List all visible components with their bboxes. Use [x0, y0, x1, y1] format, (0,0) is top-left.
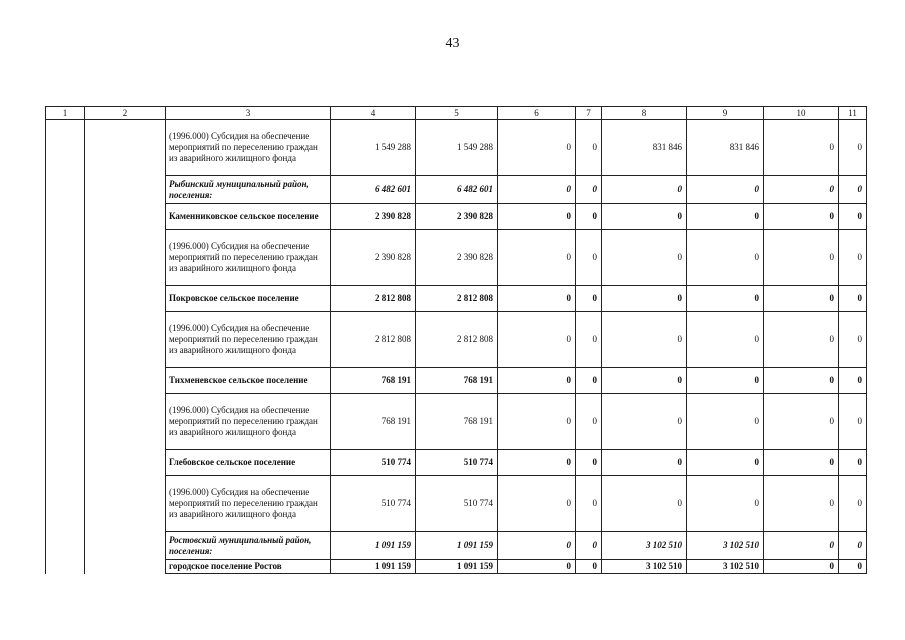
value-col-11: 0: [839, 368, 867, 394]
value-col-5: 510 774: [416, 450, 498, 476]
table-row: [46, 312, 867, 368]
value-col-8: 0: [602, 230, 687, 286]
value-col-10: 0: [764, 476, 839, 532]
value-col-11: 0: [839, 120, 867, 176]
value-col-5: 768 191: [416, 368, 498, 394]
cell-col-1: [46, 368, 85, 394]
value-col-9: 0: [687, 286, 764, 312]
table-row: [46, 476, 867, 532]
value-col-7: 0: [576, 394, 602, 450]
value-col-10: 0: [764, 368, 839, 394]
value-col-5: 2 812 808: [416, 312, 498, 368]
table-row: [46, 230, 867, 286]
value-col-5: 1 091 159: [416, 532, 498, 560]
value-col-11: 0: [839, 476, 867, 532]
row-name: (1996.000) Субсидия на обеспечение мероприятий по переселению граждан из аварийного жилищного фонда: [166, 120, 331, 176]
value-col-8: 0: [602, 394, 687, 450]
value-col-11: 0: [839, 230, 867, 286]
value-col-4: 1 091 159: [331, 560, 416, 574]
value-col-5: 1 549 288: [416, 120, 498, 176]
cell-col-1: [46, 394, 85, 450]
value-col-7: 0: [576, 450, 602, 476]
value-col-6: 0: [498, 286, 576, 312]
value-col-9: 0: [687, 368, 764, 394]
column-number-4: 4: [331, 107, 416, 120]
cell-col-1: [46, 450, 85, 476]
table-row: [46, 532, 867, 560]
column-number-7: 7: [576, 107, 602, 120]
value-col-8: 0: [602, 476, 687, 532]
value-col-9: 3 102 510: [687, 560, 764, 574]
value-col-11: 0: [839, 450, 867, 476]
row-name: Каменниковское сельское поселение: [166, 204, 331, 230]
value-col-11: 0: [839, 286, 867, 312]
column-number-1: 1: [46, 107, 85, 120]
value-col-9: 3 102 510: [687, 532, 764, 560]
value-col-8: 0: [602, 286, 687, 312]
value-col-6: 0: [498, 532, 576, 560]
value-col-7: 0: [576, 230, 602, 286]
value-col-6: 0: [498, 204, 576, 230]
value-col-8: 0: [602, 368, 687, 394]
value-col-11: 0: [839, 312, 867, 368]
value-col-4: 2 812 808: [331, 312, 416, 368]
table-row: [46, 204, 867, 230]
value-col-9: 0: [687, 230, 764, 286]
cell-col-2: [85, 560, 166, 574]
value-col-6: 0: [498, 394, 576, 450]
value-col-5: 2 812 808: [416, 286, 498, 312]
value-col-6: 0: [498, 368, 576, 394]
cell-col-1: [46, 230, 85, 286]
row-name: (1996.000) Субсидия на обеспечение мероприятий по переселению граждан из аварийного жилищного фонда: [166, 312, 331, 368]
row-name: Тихменевское сельское поселение: [166, 368, 331, 394]
cell-col-2: [85, 450, 166, 476]
value-col-9: 0: [687, 476, 764, 532]
value-col-7: 0: [576, 120, 602, 176]
value-col-4: 768 191: [331, 394, 416, 450]
value-col-11: 0: [839, 560, 867, 574]
column-number-6: 6: [498, 107, 576, 120]
value-col-10: 0: [764, 450, 839, 476]
value-col-7: 0: [576, 286, 602, 312]
cell-col-1: [46, 532, 85, 560]
row-name: (1996.000) Субсидия на обеспечение мероприятий по переселению граждан из аварийного жилищного фонда: [166, 394, 331, 450]
cell-col-2: [85, 176, 166, 204]
cell-col-2: [85, 532, 166, 560]
cell-col-2: [85, 204, 166, 230]
cell-col-2: [85, 286, 166, 312]
value-col-9: 0: [687, 204, 764, 230]
table-row: [46, 120, 867, 176]
table-row: [46, 560, 867, 574]
cell-col-2: [85, 368, 166, 394]
row-name: (1996.000) Субсидия на обеспечение мероприятий по переселению граждан из аварийного жилищного фонда: [166, 230, 331, 286]
value-col-8: 0: [602, 450, 687, 476]
value-col-8: 3 102 510: [602, 532, 687, 560]
cell-col-1: [46, 120, 85, 176]
page-number: 43: [445, 36, 460, 51]
value-col-6: 0: [498, 450, 576, 476]
value-col-7: 0: [576, 476, 602, 532]
value-col-8: 831 846: [602, 120, 687, 176]
value-col-5: 510 774: [416, 476, 498, 532]
value-col-4: 1 091 159: [331, 532, 416, 560]
value-col-5: 768 191: [416, 394, 498, 450]
value-col-11: 0: [839, 176, 867, 204]
value-col-8: 0: [602, 176, 687, 204]
value-col-10: 0: [764, 230, 839, 286]
table-row: [46, 368, 867, 394]
value-col-10: 0: [764, 560, 839, 574]
row-name: Рыбинский муниципальный район, поселения:: [166, 176, 331, 204]
value-col-6: 0: [498, 312, 576, 368]
budget-table: [45, 106, 867, 574]
row-name: Ростовский муниципальный район, поселения:: [166, 532, 331, 560]
value-col-4: 768 191: [331, 368, 416, 394]
value-col-4: 2 390 828: [331, 230, 416, 286]
value-col-9: 0: [687, 394, 764, 450]
column-number-5: 5: [416, 107, 498, 120]
cell-col-2: [85, 312, 166, 368]
cell-col-1: [46, 312, 85, 368]
value-col-6: 0: [498, 120, 576, 176]
value-col-5: 2 390 828: [416, 204, 498, 230]
table-row: [46, 450, 867, 476]
table-row: [46, 286, 867, 312]
value-col-7: 0: [576, 312, 602, 368]
cell-col-1: [46, 286, 85, 312]
value-col-5: 1 091 159: [416, 560, 498, 574]
value-col-11: 0: [839, 532, 867, 560]
value-col-4: 2 390 828: [331, 204, 416, 230]
row-name: Глебовское сельское поселение: [166, 450, 331, 476]
cell-col-1: [46, 476, 85, 532]
value-col-10: 0: [764, 394, 839, 450]
row-name: (1996.000) Субсидия на обеспечение мероприятий по переселению граждан из аварийного жилищного фонда: [166, 476, 331, 532]
cell-col-1: [46, 204, 85, 230]
value-col-7: 0: [576, 560, 602, 574]
value-col-6: 0: [498, 230, 576, 286]
table-row: [46, 394, 867, 450]
value-col-5: 6 482 601: [416, 176, 498, 204]
value-col-4: 1 549 288: [331, 120, 416, 176]
value-col-7: 0: [576, 204, 602, 230]
value-col-11: 0: [839, 204, 867, 230]
value-col-10: 0: [764, 120, 839, 176]
column-number-3: 3: [166, 107, 331, 120]
value-col-8: 3 102 510: [602, 560, 687, 574]
header-row: [46, 107, 867, 120]
value-col-10: 0: [764, 286, 839, 312]
column-number-11: 11: [839, 107, 867, 120]
value-col-7: 0: [576, 368, 602, 394]
value-col-7: 0: [576, 532, 602, 560]
value-col-6: 0: [498, 560, 576, 574]
value-col-5: 2 390 828: [416, 230, 498, 286]
value-col-6: 0: [498, 476, 576, 532]
cell-col-2: [85, 394, 166, 450]
cell-col-2: [85, 230, 166, 286]
table-row: [46, 176, 867, 204]
value-col-4: 6 482 601: [331, 176, 416, 204]
row-name: городское поселение Ростов: [166, 560, 331, 574]
value-col-6: 0: [498, 176, 576, 204]
cell-col-1: [46, 176, 85, 204]
value-col-8: 0: [602, 312, 687, 368]
cell-col-2: [85, 120, 166, 176]
value-col-10: 0: [764, 176, 839, 204]
cell-col-2: [85, 476, 166, 532]
value-col-11: 0: [839, 394, 867, 450]
value-col-9: 0: [687, 176, 764, 204]
column-number-2: 2: [85, 107, 166, 120]
column-number-10: 10: [764, 107, 839, 120]
value-col-9: 831 846: [687, 120, 764, 176]
value-col-10: 0: [764, 532, 839, 560]
value-col-4: 510 774: [331, 476, 416, 532]
value-col-9: 0: [687, 312, 764, 368]
value-col-10: 0: [764, 204, 839, 230]
value-col-4: 2 812 808: [331, 286, 416, 312]
value-col-4: 510 774: [331, 450, 416, 476]
table-body: [46, 107, 867, 574]
value-col-10: 0: [764, 312, 839, 368]
column-number-8: 8: [602, 107, 687, 120]
row-name: Покровское сельское поселение: [166, 286, 331, 312]
value-col-9: 0: [687, 450, 764, 476]
cell-col-1: [46, 560, 85, 574]
column-number-9: 9: [687, 107, 764, 120]
value-col-7: 0: [576, 176, 602, 204]
value-col-8: 0: [602, 204, 687, 230]
